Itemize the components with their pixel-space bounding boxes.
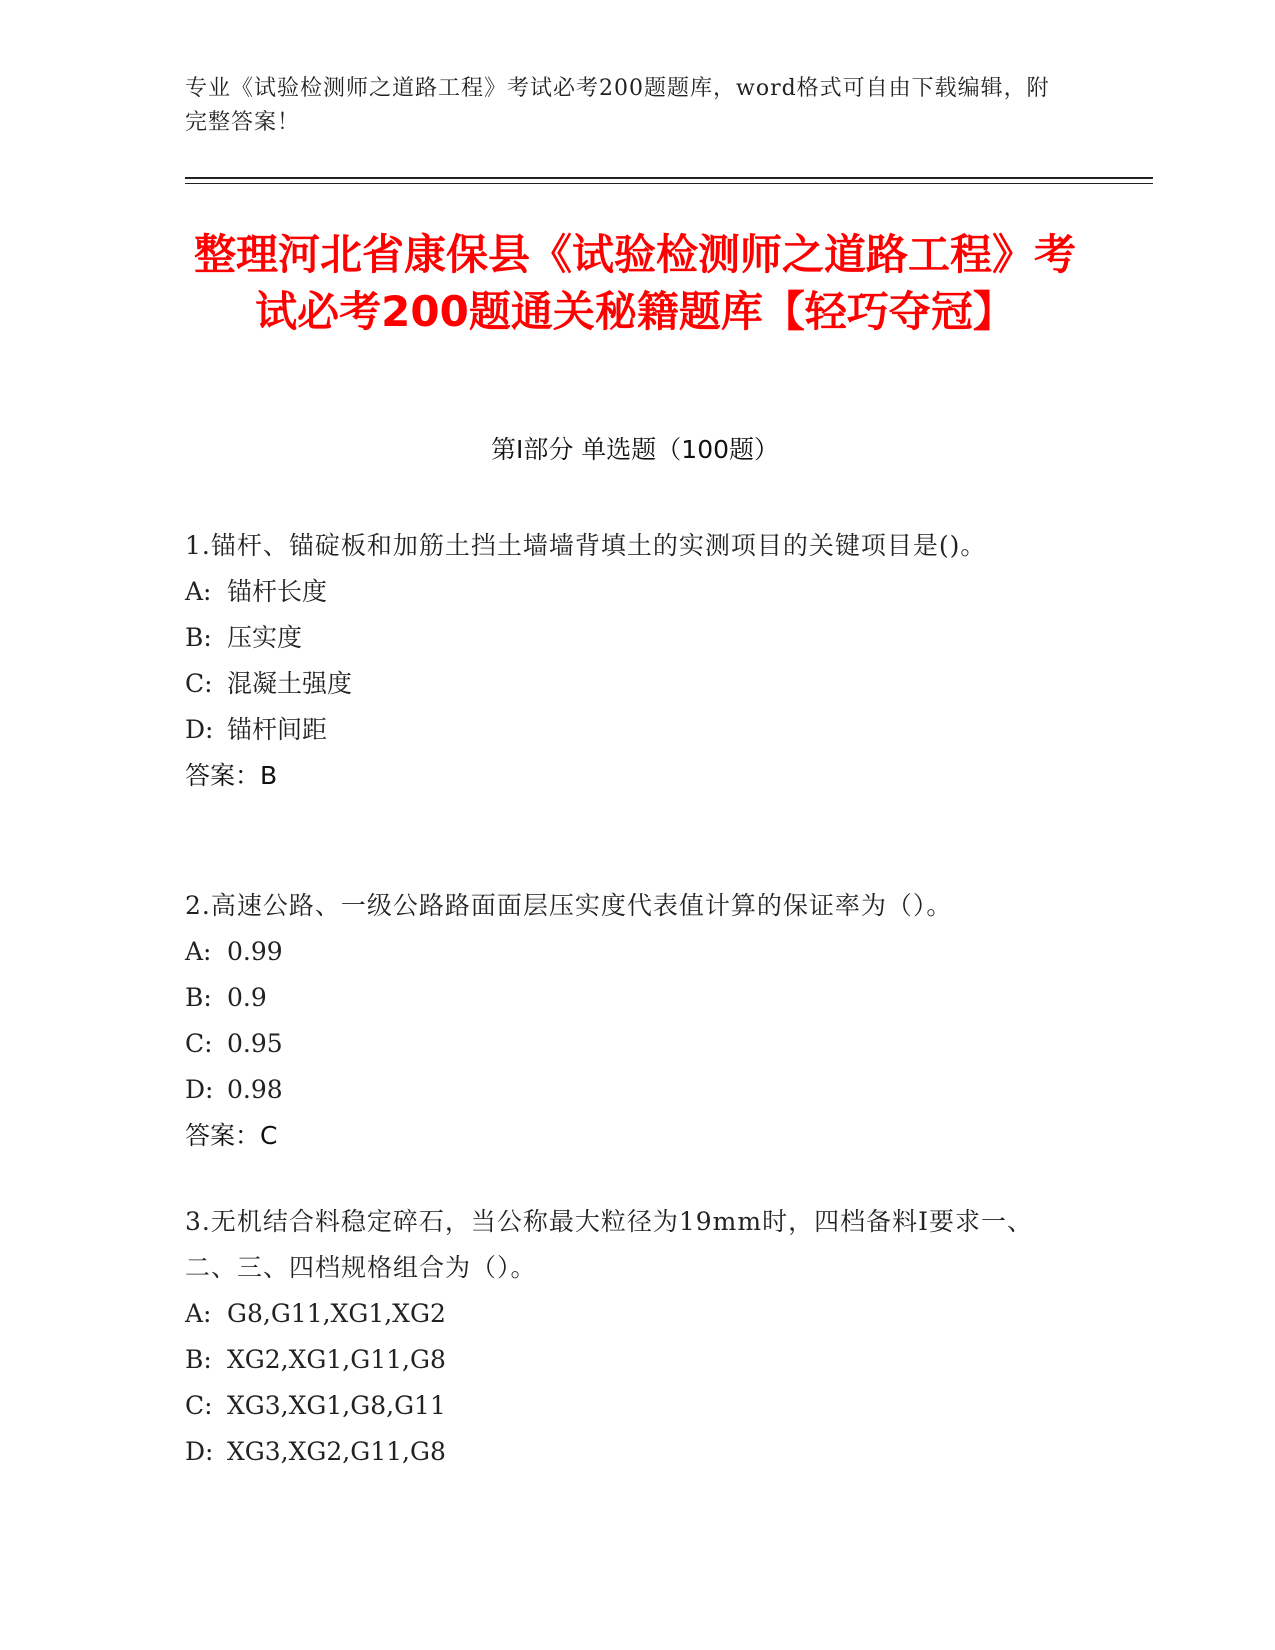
answer-label: 答案： <box>185 1121 261 1150</box>
answer-label: 答案： <box>185 761 261 790</box>
answer-line <box>185 753 1065 799</box>
header-divider-thick <box>185 177 1153 179</box>
option-b <box>185 975 1065 1021</box>
question-2 <box>185 883 1065 1159</box>
option-text: 混凝土强度 <box>227 669 353 698</box>
option-text: 锚杆间距 <box>227 715 328 744</box>
option-c <box>185 661 1065 707</box>
option-letter: C: <box>185 1029 213 1058</box>
option-text: 0.9 <box>227 983 267 1012</box>
question-stem: 3.无机结合料稳定碎石，当公称最大粒径为19mm时，四档备料I要求一、二、三、四档规格组合为（）。 <box>185 1207 1033 1282</box>
option-text: 0.99 <box>227 937 283 966</box>
option-c <box>185 1383 1065 1429</box>
header-note: 专业《试验检测师之道路工程》考试必考200题题库，word格式可自由下载编辑，附完整答案！ <box>185 76 1050 135</box>
question-stem: 1.锚杆、锚碇板和加筋土挡土墙墙背填土的实测项目的关键项目是()。 <box>185 531 987 560</box>
option-text: G8,G11,XG1,XG2 <box>227 1299 446 1328</box>
option-letter: C: <box>185 669 213 698</box>
option-a <box>185 1291 1065 1337</box>
option-text: 压实度 <box>227 623 303 652</box>
header-divider-thin <box>185 183 1153 184</box>
option-letter: A: <box>185 1299 212 1328</box>
answer-value: C <box>260 1121 278 1150</box>
option-b <box>185 1337 1065 1383</box>
option-d <box>185 1429 1065 1475</box>
option-letter: B: <box>185 1345 212 1374</box>
answer-value: B <box>260 761 278 790</box>
option-letter: A: <box>185 937 212 966</box>
option-d <box>185 1067 1065 1113</box>
option-letter: C: <box>185 1391 213 1420</box>
option-d <box>185 707 1065 753</box>
option-text: 锚杆长度 <box>227 577 328 606</box>
option-letter: D: <box>185 715 214 744</box>
question-3 <box>185 1199 1065 1475</box>
option-text: 0.98 <box>227 1075 283 1104</box>
option-a <box>185 569 1065 615</box>
option-a <box>185 929 1065 975</box>
option-text: 0.95 <box>227 1029 283 1058</box>
document-title: 整理河北省康保县《试验检测师之道路工程》考试必考200题通关秘籍题库【轻巧夺冠】 <box>193 230 1076 336</box>
option-letter: D: <box>185 1437 214 1466</box>
option-text: XG2,XG1,G11,G8 <box>227 1345 446 1374</box>
section-heading: 第I部分 单选题（100题） <box>490 435 780 464</box>
option-letter: B: <box>185 983 212 1012</box>
option-letter: B: <box>185 623 212 652</box>
option-b <box>185 615 1065 661</box>
option-text: XG3,XG1,G8,G11 <box>227 1391 446 1420</box>
question-stem: 2.高速公路、一级公路路面面层压实度代表值计算的保证率为（）。 <box>185 891 953 920</box>
option-letter: D: <box>185 1075 214 1104</box>
option-text: XG3,XG2,G11,G8 <box>227 1437 446 1466</box>
option-letter: A: <box>185 577 212 606</box>
option-c <box>185 1021 1065 1067</box>
question-1 <box>185 523 1065 799</box>
answer-line <box>185 1113 1065 1159</box>
